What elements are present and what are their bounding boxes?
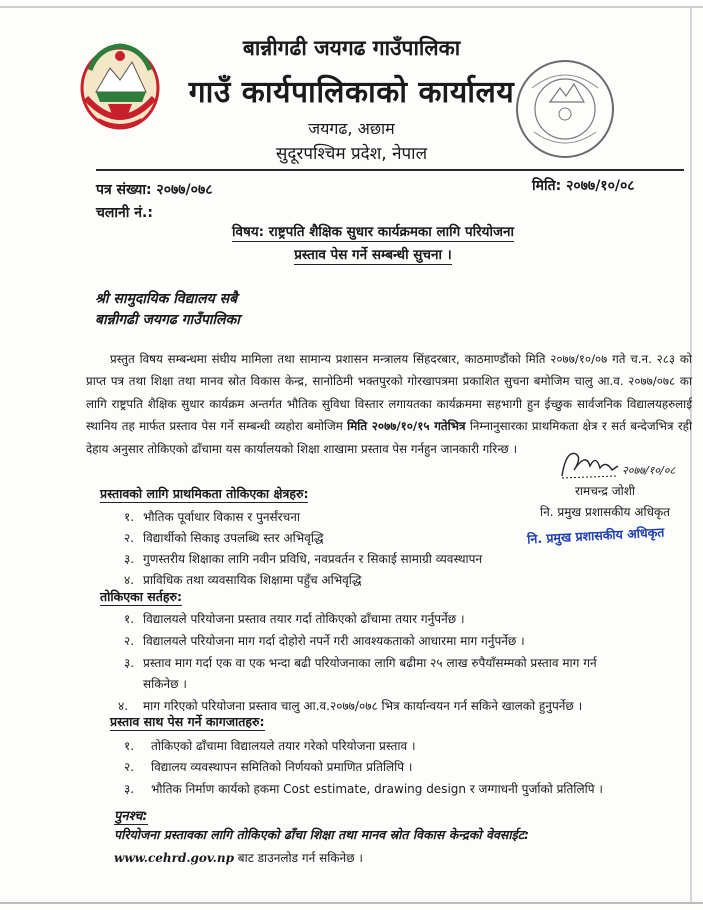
download-line — [114, 849, 363, 866]
subject-line-1: विषय: राष्ट्रपति शैक्षिक सुधार कार्यक्रमका लागि परियोजना — [232, 224, 514, 240]
signatory-title: नि. प्रमुख प्रशासकीय अधिकृत — [539, 505, 671, 519]
website-link[interactable]: www.cehrd.gov.np — [114, 851, 234, 865]
list-item-text: भौतिक पूर्वाधार विकास र पुनर्संरचना — [143, 510, 300, 524]
list-item-number: २. — [124, 531, 135, 545]
list-item — [0, 697, 703, 717]
signature-date: २०७७/१०/०८ — [622, 464, 676, 477]
list-item — [0, 550, 703, 570]
list-item — [0, 654, 703, 674]
page-edge-top — [0, 6, 703, 8]
body-text-a: प्रस्तुत विषय सम्बन्धमा संघीय मामिला तथा सामान्य प्रशासन मन्त्रालय सिंहदरबार, काठमाण्डौंको मिति २०७७/१०/०७ गते च.न. २८३ को प्राप्त पत्र तथा शिक्षा तथा मानव स्रोत विकास केन्द्र, सानोठिमी भक्तपुरको गोरखापत्रमा प्रकाशित सुचना बमोजिम चालु आ.व. २०७७/०७८ का लागि राष्ट्रपति शैक्षिक सुधार कार्यक्रम अन्तर्गत भौतिक सुविधा विस्तार लगायतका कार्यक्रममा सहभागी हुन ईच्छुक सार्वजनिक विद्यालयहरुलाई स्थानिय तह मार्फत प्रस्ताव पेस गर्ने सम्बन्धी व्यहोरा बमोजिम — [86, 352, 692, 434]
office-name: गाउँ कार्यपालिकाको कार्यालय — [188, 75, 515, 110]
list-item-number: १. — [124, 510, 135, 524]
list-item-number: १. — [124, 612, 135, 626]
documents-heading: प्रस्ताव साथ पेस गर्ने कागजातहरु: — [110, 714, 265, 729]
designation-seal: नि. प्रमुख प्रशासकीय अधिकृत — [526, 524, 665, 547]
addressee-line-1: श्री सामुदायिक विद्यालय सबै — [95, 291, 238, 307]
list-item-text: विद्यार्थीको सिकाइ उपलब्धि स्तर अभिवृद्धि — [143, 531, 324, 545]
list-item-number: ४. — [124, 573, 135, 587]
list-item-number: ३. — [124, 552, 135, 566]
page-edge-bottom — [0, 902, 703, 904]
list-item-number: १. — [124, 739, 135, 753]
priority-heading: प्रस्तावको लागि प्राथमिकता तोकिएका क्षेत्रहरु: — [100, 486, 309, 501]
list-item-text: विद्यालयले परियोजना प्रस्ताव तयार गर्दा तोकिएको ढाँचामा तयार गर्नुपर्नेछ । — [143, 612, 465, 626]
letter-date: मिति: २०७७/१०/०८ — [532, 178, 635, 194]
list-item — [0, 508, 703, 528]
list-item-continuation — [0, 675, 703, 695]
list-item-text: विद्यालयले परियोजना माग गर्दा दोहोरो नपर्ने गरी आवश्यकताको आधारमा माग गर्नुपर्नेछ । — [143, 634, 525, 648]
subject-line-2: प्रस्ताव पेस गर्ने सम्बन्धी सुचना । — [294, 247, 452, 263]
download-suffix: बाट डाउनलोड गर्न सकिनेछ । — [233, 851, 363, 865]
office-province: सुदूरपश्चिम प्रदेश, नेपाल — [275, 144, 428, 164]
deadline-text: मिति २०७७/१०/१५ गतेभित्र — [347, 419, 466, 434]
conditions-heading: तोकिएका सर्तहरु: — [100, 589, 182, 604]
list-item-text: प्रस्ताव माग गर्दा एक वा एक भन्दा बढी परियोजनाका लागि बढीमा २५ लाख रुपैयाँसम्मको प्रस्ताव माग गर्न — [143, 656, 597, 670]
dispatch-number: चलानी नं.: — [96, 205, 153, 221]
letter-number: पत्र संख्या: २०७७/०७८ — [96, 182, 213, 198]
list-item-number: ३. — [124, 656, 135, 670]
signatory-name: रामचन्द्र जोशी — [575, 484, 635, 498]
body-text-b: निम्नानुसारका प्राथमिकता क्षेत्र र सर्त बन्देजभित्र रही देहाय अनुसार तोकिएको ढाँचामा यस कार्यालयको शिक्षा शाखामा प्रस्ताव पेस गर्नहुन जानकारी गरिन्छ । — [86, 419, 692, 456]
list-item-number: ४. — [118, 699, 129, 713]
list-item — [0, 632, 703, 652]
list-item — [0, 610, 703, 630]
list-item-text: माग गरिएको परियोजना प्रस्ताव चालु आ.व.२०७७/०७८ भित्र कार्यान्वयन गर्न सकिने खालको हुनुपर्नेछ । — [143, 699, 583, 713]
list-item-text: विद्यालय व्यवस्थापन समितिको निर्णयको प्रमाणित प्रतिलिपि । — [151, 760, 413, 774]
addressee-line-2: बान्नीगढी जयगढ गाउँपालिका — [95, 312, 240, 328]
list-item-number: २. — [124, 634, 135, 648]
list-item-text: गुणस्तरीय शिक्षाका लागि नवीन प्रविधि, नवप्रवर्तन र सिकाई सामाग्री व्यवस्थापन — [143, 552, 483, 566]
office-location: जयगढ, अछाम — [308, 119, 395, 138]
list-item — [0, 737, 703, 757]
postscript-text: परियोजना प्रस्तावका लागि तोकिएको ढाँचा शिक्षा तथा मानव स्रोत विकास केन्द्रको वेवसाईट: — [114, 827, 530, 842]
list-item-text: भौतिक निर्माण कार्यको हकमा Cost estimate, drawing design र जग्गाधनी पुर्जाको प्रतिलिपि । — [151, 782, 603, 796]
list-item-text: प्राविधिक तथा व्यवसायिक शिक्षामा पहुँच अभिवृद्धि — [143, 573, 362, 587]
postscript-heading: पुनश्च: — [114, 806, 148, 825]
subject-block — [210, 221, 536, 267]
list-item-number: ३. — [124, 782, 135, 796]
list-item-text: तोकिएको ढाँचामा विद्यालयले तयार गरेको परियोजना प्रस्ताव । — [151, 739, 416, 753]
list-item — [0, 529, 703, 549]
header-divider — [96, 169, 684, 171]
handwritten-signature — [556, 440, 696, 486]
list-item — [0, 758, 703, 778]
list-item-text: सकिनेछ । — [143, 677, 187, 691]
list-item-number: २. — [124, 760, 135, 774]
municipality-name: बान्नीगढी जयगढ गाउँपालिका — [242, 36, 461, 60]
list-item — [0, 780, 703, 800]
